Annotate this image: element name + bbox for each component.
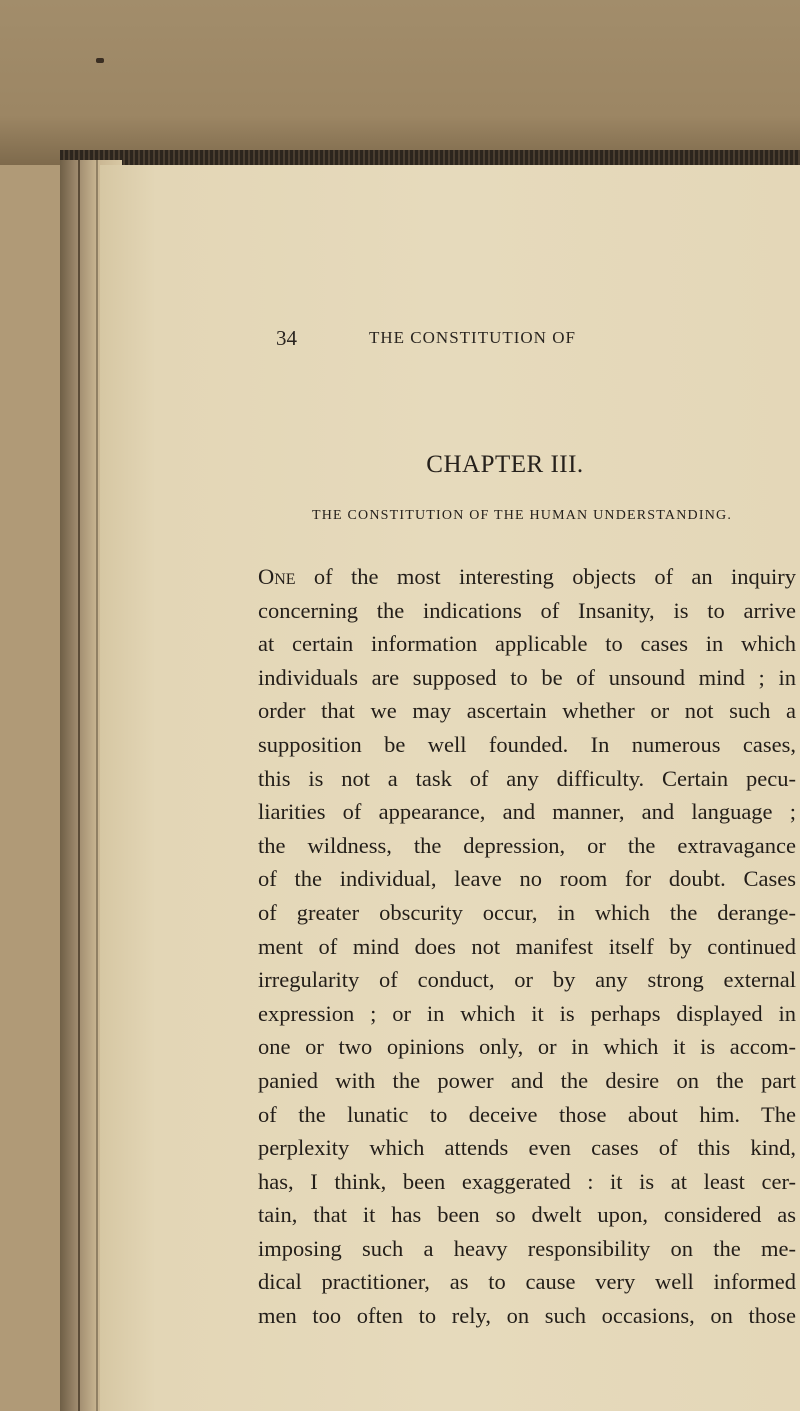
text-line: individuals are supposed to be of unsound mind ; in	[258, 664, 796, 690]
text-line: supposition be well founded. In numerous cases,	[258, 731, 796, 757]
text-line: order that we may ascertain whether or not such a	[258, 698, 796, 724]
text-line: irregularity of conduct, or by any strong external	[258, 967, 796, 993]
text-line: of the individual, leave no room for doubt. Cases	[258, 866, 796, 892]
text-line: panied with the power and the desire on the part	[258, 1067, 796, 1093]
page-number: 34	[276, 326, 297, 350]
chapter-title: CHAPTER III.	[426, 451, 584, 478]
text-line: men too often to rely, on such occasions, on those	[258, 1303, 796, 1329]
text-line: the wildness, the depression, or the extravagance	[258, 832, 796, 858]
running-head: THE CONSTITUTION OF	[369, 328, 576, 347]
text-line: at certain information applicable to cases in which	[258, 631, 796, 657]
text-line: concerning the indications of Insanity, is to arrive	[258, 597, 796, 623]
text-line: One of the most interesting objects of an inquiry	[258, 564, 796, 589]
binding-crease	[78, 160, 80, 1411]
text-line: perplexity which attends even cases of this kind,	[258, 1135, 796, 1161]
text-line: one or two opinions only, or in which it is accom-	[258, 1034, 796, 1060]
text-line: liarities of appearance, and manner, and language ;	[258, 799, 796, 825]
text-line: tain, that it has been so dwelt upon, considered as	[258, 1202, 796, 1228]
text-line: imposing such a heavy responsibility on the me-	[258, 1235, 796, 1261]
text-line: dical practitioner, as to cause very well informed	[258, 1269, 796, 1295]
chapter-subtitle: THE CONSTITUTION OF THE HUMAN UNDERSTANDING.	[311, 508, 733, 523]
text-line: expression ; or in which it is perhaps displayed in	[258, 1000, 796, 1026]
dust-speck	[96, 58, 104, 63]
binding-crease	[96, 160, 98, 1411]
text-line: this is not a task of any difficulty. Certain pecu-	[258, 765, 796, 791]
body-text	[258, 560, 796, 1333]
text-line: ment of mind does not manifest itself by continued	[258, 933, 796, 959]
background	[0, 0, 800, 165]
text-line: of the lunatic to deceive those about him. The	[258, 1101, 796, 1127]
text-line: has, I think, been exaggerated : it is at least cer-	[258, 1168, 796, 1194]
first-word: One	[258, 564, 296, 589]
text-line: of greater obscurity occur, in which the derange-	[258, 899, 796, 925]
